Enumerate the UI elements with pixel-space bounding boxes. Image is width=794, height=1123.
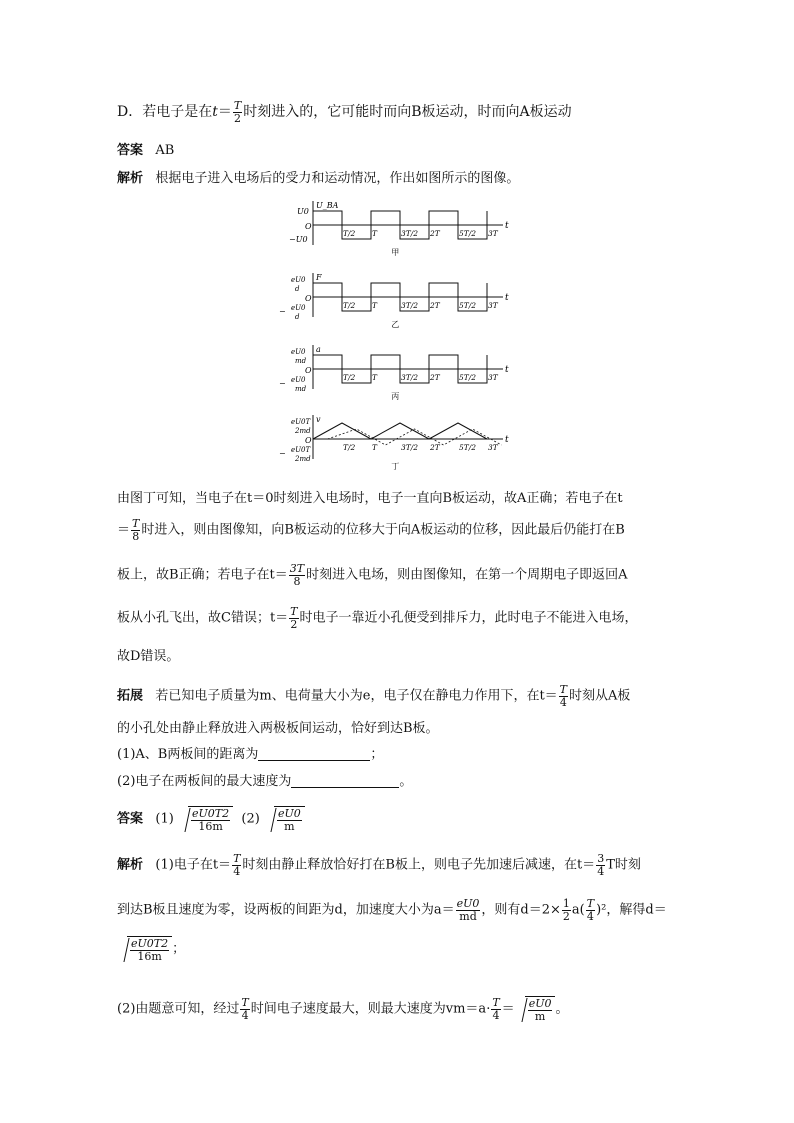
tick-label: 2T [430, 229, 440, 238]
tick-label: 3T [488, 373, 498, 382]
paragraph-1-line-5: 故D错误。 [117, 649, 180, 664]
tick-label: 2T [430, 373, 440, 382]
numerator: eU0T2 [131, 937, 169, 950]
text: 时电子一靠近小孔便受到排斥力，此时电子不能进入电场， [299, 610, 638, 626]
positive-level-label: U0 [297, 207, 309, 216]
text: a( [571, 902, 585, 918]
tick-label: T [372, 443, 378, 452]
text: ＝ [501, 1001, 515, 1017]
fraction [491, 997, 500, 1021]
panel-caption: 甲 [391, 248, 400, 257]
text: ，则有d＝2× [481, 902, 561, 918]
fraction [232, 853, 241, 877]
denominator: 2 [290, 617, 298, 631]
fraction [289, 563, 305, 587]
text: 时刻进入电场，则由图像知，在第一个周期电子即返回A [306, 567, 628, 583]
paragraph-1-line-3 [117, 563, 628, 587]
origin-label: O [305, 294, 312, 303]
tick-label: 5T/2 [459, 301, 477, 310]
tick-label: T [372, 229, 378, 238]
text: T时刻 [606, 857, 641, 873]
numerator: T [586, 897, 595, 910]
text: 时间电子速度最大，则最大速度为vm＝a· [250, 1001, 491, 1017]
numerator: eU0 [277, 807, 301, 820]
option-d-prefix: D．若电子是在 [117, 104, 213, 121]
answer-value: AB [155, 143, 175, 158]
analysis-2-line-1 [117, 853, 641, 877]
panel-caption: 丁 [391, 462, 400, 471]
numerator: T [492, 996, 500, 1009]
denominator: m [534, 1009, 546, 1023]
tick-label: 5T/2 [459, 443, 477, 452]
sqrt-expression [515, 996, 556, 1022]
fraction [131, 518, 140, 542]
numerator: T [233, 99, 242, 112]
answer-2 [117, 806, 305, 832]
positive-level-denominator: d [295, 285, 300, 293]
fraction [240, 997, 249, 1021]
negative-level-label: −U0 [289, 235, 308, 244]
analysis-2-line-2 [117, 898, 667, 922]
tick-label: T [372, 373, 378, 382]
question-text: (1)A、B两板间的距离为 [117, 747, 259, 762]
denominator: 16m [137, 949, 162, 963]
text: (2)由题意可知，经过 [117, 1001, 240, 1017]
tick-label: 3T/2 [401, 229, 419, 238]
tick-label: 3T/2 [401, 301, 419, 310]
denominator: m [284, 819, 295, 833]
option-d-suffix: 时刻进入的，它可能时而向B板运动，时而向A板运动 [243, 104, 572, 121]
text: 。 [555, 1001, 569, 1017]
answer-label: 答案 [117, 811, 144, 827]
negative-level-numerator: eU0T [291, 446, 311, 454]
negative-level-denominator: 2md [295, 455, 311, 463]
text: 若已知电子质量为m、电荷量大小为e，电子仅在静电力作用下，在t＝ [155, 688, 558, 704]
numerator: T [233, 852, 241, 865]
fraction [233, 100, 242, 124]
punct: ； [370, 747, 384, 762]
positive-level-denominator: 2md [295, 427, 311, 435]
paragraph-1-line-2 [117, 518, 625, 542]
paragraph-1-line-1: 由图丁可知，当电子在t＝0时刻进入电场时，电子一直向B板运动，故A正确；若电子在t [117, 491, 623, 506]
y-axis-label: a [316, 345, 321, 354]
punct: 。 [399, 774, 413, 789]
origin-label: O [305, 436, 312, 445]
analysis-2-line-4 [117, 996, 568, 1022]
positive-level-numerator: eU0 [291, 348, 306, 356]
answer-label: 答案 [117, 143, 144, 158]
negative-level-denominator: d [295, 313, 300, 321]
analysis-text: 根据电子进入电场后的受力和运动情况，作出如图所示的图像。 [155, 171, 520, 186]
tick-label: 3T [488, 301, 498, 310]
tick-label: 3T/2 [401, 443, 419, 452]
panel-caption: 丙 [391, 392, 400, 401]
y-axis-label: v [316, 415, 321, 424]
answer-blank[interactable] [258, 748, 370, 761]
y-axis-label: F [316, 273, 322, 282]
tick-label: 5T/2 [459, 373, 477, 382]
denominator: 4 [597, 864, 605, 878]
denominator: 4 [233, 864, 241, 878]
negative-sign: − [279, 449, 286, 458]
extension-question-2 [117, 775, 412, 788]
answer-blank[interactable] [291, 775, 399, 788]
waveform-figure [279, 195, 515, 485]
denominator: 4 [241, 1008, 249, 1022]
tick-label: 5T/2 [459, 229, 477, 238]
tick-label: T/2 [343, 443, 356, 452]
text: 板上，故B正确；若电子在t＝ [117, 567, 288, 583]
text: 时刻从A板 [569, 688, 631, 704]
positive-level-denominator: md [295, 357, 307, 365]
numerator: T [290, 605, 298, 618]
text: ； [172, 941, 186, 957]
extension-label: 拓展 [117, 688, 144, 704]
text: (1)电子在t＝ [155, 857, 232, 873]
extension-line-2: 的小孔处由静止释放进入两极板间运动，恰好到达B板。 [117, 721, 439, 736]
denominator: 2 [234, 111, 242, 125]
option-d [117, 100, 572, 124]
analysis-label: 解析 [117, 857, 144, 873]
negative-level-numerator: eU0 [291, 304, 306, 312]
numerator: eU0T2 [191, 807, 230, 820]
numerator: T [241, 996, 249, 1009]
text: 板从小孔飞出，故C错误；t＝ [117, 610, 289, 626]
tick-label: 3T/2 [401, 373, 419, 382]
negative-level-numerator: eU0 [291, 376, 306, 384]
positive-level-numerator: eU0T [291, 418, 311, 426]
equals-sign: ＝ [217, 104, 232, 121]
denominator: 4 [586, 909, 594, 923]
paragraph-1-line-4 [117, 606, 638, 630]
question-text: (2)电子在两板间的最大速度为 [117, 774, 292, 789]
t-axis-label: t [505, 293, 509, 303]
denominator: md [459, 909, 477, 923]
numerator: 3T [289, 562, 305, 575]
negative-sign: − [279, 379, 286, 388]
text: )²，解得d＝ [596, 902, 667, 918]
sqrt-expression [178, 806, 233, 832]
origin-label: O [305, 222, 312, 231]
denominator: 8 [293, 574, 301, 588]
negative-level-denominator: md [295, 385, 307, 393]
answer-1 [117, 144, 174, 157]
numerator: 3 [597, 852, 605, 865]
origin-label: O [305, 366, 312, 375]
numerator: eU0 [528, 997, 552, 1010]
denominator: 4 [559, 695, 567, 709]
numerator: T [132, 517, 140, 530]
extension-question-1 [117, 748, 383, 761]
denominator: 2 [562, 909, 570, 923]
tick-label: 2T [430, 443, 440, 452]
t-axis-label: t [505, 221, 509, 231]
sqrt-expression [117, 936, 172, 962]
fraction [456, 898, 481, 922]
extension-line-1 [117, 684, 630, 708]
denominator: 8 [132, 529, 140, 543]
analysis-label: 解析 [117, 171, 144, 186]
tick-label: T/2 [343, 301, 356, 310]
analysis-2-line-3 [117, 936, 185, 962]
fraction [559, 684, 568, 708]
denominator: 4 [492, 1008, 500, 1022]
fraction [562, 898, 571, 922]
tick-label: T [372, 301, 378, 310]
tick-label: T/2 [343, 373, 356, 382]
tick-label: 2T [430, 301, 440, 310]
t-axis-label: t [505, 365, 509, 375]
denominator: 16m [198, 819, 223, 833]
numerator: 1 [562, 897, 570, 910]
sqrt-expression [264, 806, 305, 832]
text: 时进入，则由图像知，向B板运动的位移大于向A板运动的位移，因此最后仍能打在B [141, 522, 625, 538]
panel-caption: 乙 [391, 320, 400, 329]
part-1-label: (1) [155, 811, 174, 827]
y-axis-label: U_BA [316, 201, 339, 210]
t-variable: t [212, 104, 218, 121]
analysis-1 [117, 172, 519, 185]
fraction [586, 898, 595, 922]
numerator: eU0 [456, 897, 480, 910]
part-2-label: (2) [241, 811, 260, 827]
fraction [596, 853, 605, 877]
text: 时刻由静止释放恰好打在B板上，则电子先加速后减速，在t＝ [242, 857, 596, 873]
positive-level-numerator: eU0 [291, 276, 306, 284]
text: 到达B板且速度为零，设两板的间距为d，加速度大小为a＝ [117, 902, 455, 918]
tick-label: T/2 [343, 229, 356, 238]
t-axis-label: t [505, 435, 509, 445]
tick-label: 3T [488, 229, 498, 238]
negative-sign: − [279, 307, 286, 316]
tick-label: 3T [488, 443, 498, 452]
fraction [289, 606, 298, 630]
text: ＝ [117, 522, 131, 538]
numerator: T [559, 683, 568, 696]
